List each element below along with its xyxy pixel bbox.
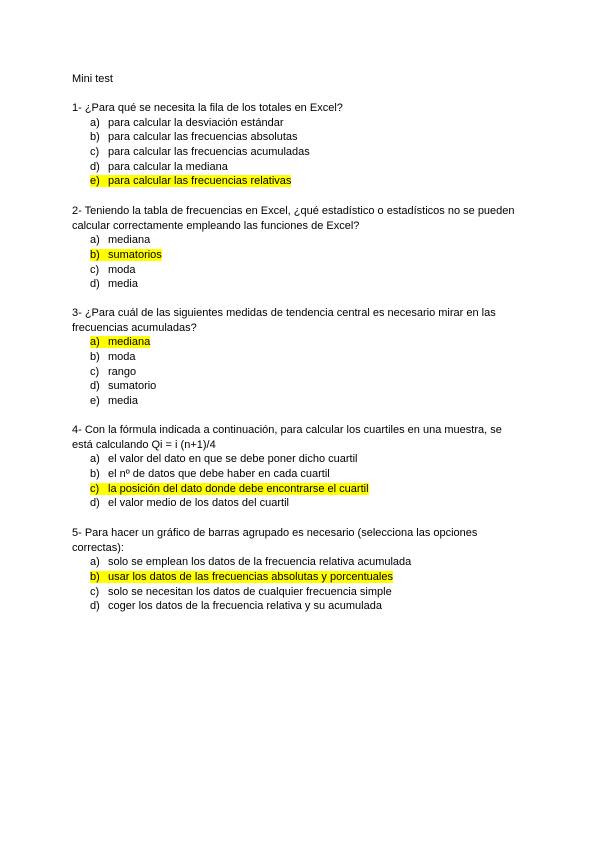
option-text: para calcular las frecuencias acumuladas bbox=[108, 145, 310, 158]
question-4-text: está calculando Qi = i (n+1)/4 bbox=[72, 438, 216, 451]
answer-option bbox=[90, 277, 138, 292]
answer-option bbox=[90, 599, 382, 614]
highlighted-answer bbox=[90, 175, 291, 187]
answer-content bbox=[90, 468, 330, 480]
answer-option bbox=[90, 482, 369, 497]
option-text: el valor del dato en que se debe poner dicho cuartil bbox=[108, 453, 358, 466]
option-letter: d) bbox=[90, 278, 100, 291]
option-text: rango bbox=[108, 365, 137, 378]
answer-content bbox=[90, 234, 150, 246]
answer-content bbox=[90, 556, 411, 568]
option-letter: d) bbox=[90, 160, 100, 173]
answer-option bbox=[90, 160, 228, 175]
answer-option bbox=[90, 496, 289, 511]
option-letter: a) bbox=[90, 116, 100, 129]
option-text: el nº de datos que debe haber en cada cuartil bbox=[108, 467, 330, 480]
answer-content bbox=[90, 264, 136, 276]
document-title: Mini test bbox=[72, 73, 113, 85]
question-2-text: calcular correctamente empleando las funciones de Excel? bbox=[72, 219, 360, 232]
option-letter: a) bbox=[90, 234, 100, 247]
answer-option bbox=[90, 116, 284, 131]
option-text: solo se necesitan los datos de cualquier frecuencia simple bbox=[108, 585, 392, 598]
option-letter: a) bbox=[90, 336, 100, 349]
question-2-text: 2- Teniendo la tabla de frecuencias en Excel, ¿qué estadístico o estadísticos no se pueden bbox=[72, 205, 515, 217]
answer-option bbox=[90, 379, 156, 394]
option-text: mediana bbox=[108, 234, 151, 247]
answer-option bbox=[90, 233, 150, 248]
answer-option bbox=[90, 174, 291, 189]
option-text: mediana bbox=[108, 336, 151, 349]
option-letter: b) bbox=[90, 248, 100, 261]
question-5-text: correctas): bbox=[72, 541, 124, 554]
answer-content bbox=[90, 600, 382, 612]
answer-content bbox=[90, 395, 138, 407]
option-text: para calcular la desviación estándar bbox=[108, 116, 284, 129]
answer-content bbox=[90, 146, 310, 158]
option-letter: b) bbox=[90, 350, 100, 363]
option-letter: d) bbox=[90, 600, 100, 613]
option-text: para calcular la mediana bbox=[108, 160, 228, 173]
answer-option bbox=[90, 570, 393, 585]
question-4-text: 4- Con la fórmula indicada a continuación, para calcular los cuartiles en una muestra, se bbox=[72, 424, 502, 436]
option-text: para calcular las frecuencias absolutas bbox=[108, 131, 298, 144]
answer-option bbox=[90, 585, 392, 600]
highlighted-answer bbox=[90, 483, 369, 495]
question-1-text: 1- ¿Para qué se necesita la fila de los totales en Excel? bbox=[72, 102, 343, 114]
answer-option bbox=[90, 555, 411, 570]
option-text: sumatorios bbox=[108, 248, 162, 261]
answer-option bbox=[90, 145, 310, 160]
answer-content bbox=[90, 351, 136, 363]
answer-option bbox=[90, 335, 150, 350]
option-letter: b) bbox=[90, 131, 100, 144]
option-letter: d) bbox=[90, 380, 100, 393]
option-text: sumatorio bbox=[108, 380, 157, 393]
answer-content bbox=[90, 366, 136, 378]
answer-content bbox=[90, 117, 284, 129]
option-text: moda bbox=[108, 350, 136, 363]
answer-option bbox=[90, 248, 162, 263]
option-text: el valor medio de los datos del cuartil bbox=[108, 497, 289, 510]
option-text: para calcular las frecuencias relativas bbox=[108, 175, 292, 188]
answer-content bbox=[90, 380, 156, 392]
answer-content bbox=[90, 161, 228, 173]
answer-option bbox=[90, 130, 298, 145]
answer-option bbox=[90, 467, 330, 482]
option-letter: e) bbox=[90, 394, 100, 407]
option-text: usar los datos de las frecuencias absolutas y porcentuales bbox=[108, 570, 393, 583]
option-text: media bbox=[108, 278, 138, 291]
option-letter: c) bbox=[90, 365, 100, 378]
highlighted-answer bbox=[90, 336, 150, 348]
answer-content bbox=[90, 453, 358, 465]
answer-option bbox=[90, 263, 136, 278]
answer-content bbox=[90, 586, 392, 598]
option-text: la posición del dato donde debe encontrarse el cuartil bbox=[108, 482, 369, 495]
option-letter: d) bbox=[90, 497, 100, 510]
option-letter: c) bbox=[90, 145, 100, 158]
question-3-text: frecuencias acumuladas? bbox=[72, 321, 197, 334]
option-letter: a) bbox=[90, 453, 100, 466]
option-letter: c) bbox=[90, 585, 100, 598]
answer-option bbox=[90, 350, 136, 365]
option-text: solo se emplean los datos de la frecuencia relativa acumulada bbox=[108, 556, 412, 569]
option-letter: a) bbox=[90, 556, 100, 569]
answer-option bbox=[90, 394, 138, 409]
question-5-text: 5- Para hacer un gráfico de barras agrupado es necesario (selecciona las opciones bbox=[72, 527, 478, 539]
answer-option bbox=[90, 365, 136, 380]
answer-content bbox=[90, 278, 138, 290]
option-letter: e) bbox=[90, 175, 100, 188]
option-text: media bbox=[108, 394, 138, 407]
answer-content bbox=[90, 497, 289, 509]
option-letter: b) bbox=[90, 467, 100, 480]
highlighted-answer bbox=[90, 249, 162, 261]
answer-option bbox=[90, 452, 358, 467]
option-letter: b) bbox=[90, 570, 100, 583]
option-text: moda bbox=[108, 263, 136, 276]
option-letter: c) bbox=[90, 482, 100, 495]
option-letter: c) bbox=[90, 263, 100, 276]
answer-content bbox=[90, 131, 298, 143]
question-3-text: 3- ¿Para cuál de las siguientes medidas de tendencia central es necesario mirar en las bbox=[72, 307, 496, 319]
highlighted-answer bbox=[90, 571, 393, 583]
option-text: coger los datos de la frecuencia relativa y su acumulada bbox=[108, 600, 382, 613]
